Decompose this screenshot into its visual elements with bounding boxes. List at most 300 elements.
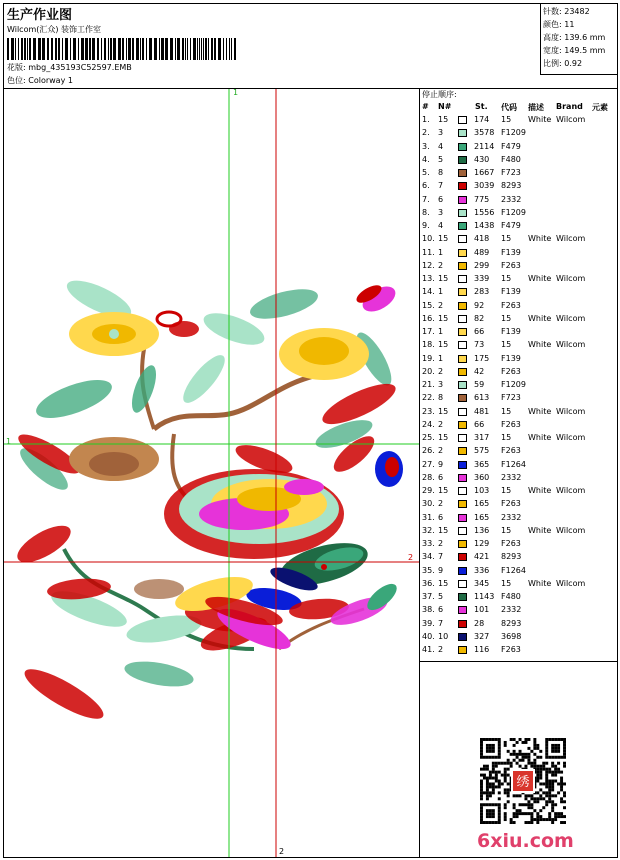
pattern-label: 花版: (7, 63, 26, 72)
row-stitches: 101 (474, 605, 490, 615)
row-needle: 7 (438, 552, 444, 562)
row-index: 4. (422, 154, 430, 164)
color-swatch (458, 315, 467, 323)
table-row (421, 286, 617, 299)
row-stitches: 339 (474, 274, 490, 283)
row-code: 8293 (501, 618, 522, 628)
row-needle: 15 (438, 234, 449, 244)
color-swatch (458, 275, 467, 283)
table-row (421, 154, 617, 167)
row-code: F263 (501, 539, 521, 548)
color-swatch (458, 540, 467, 548)
color-swatch (458, 593, 467, 601)
row-index: 24. (422, 419, 435, 429)
row-brand: Wilcom (556, 525, 586, 535)
row-index: 36. (422, 578, 435, 588)
table-row (421, 127, 617, 140)
row-index: 27. (422, 459, 435, 469)
row-brand: Wilcom (556, 406, 586, 416)
row-description: White (528, 274, 552, 283)
row-index: 22. (422, 393, 435, 403)
row-needle: 9 (438, 565, 444, 575)
spec-stitches: 针数: 23482 (543, 7, 590, 16)
color-swatch (458, 461, 467, 469)
row-needle: 1 (438, 327, 444, 336)
table-row (421, 604, 617, 617)
row-stitches: 42 (474, 366, 485, 376)
embroidery-design (4, 89, 419, 857)
col-needle: N# (438, 102, 452, 111)
row-needle: 3 (438, 128, 444, 138)
color-swatch (458, 646, 467, 654)
color-swatch (458, 567, 467, 575)
color-swatch (458, 633, 467, 641)
row-code: 15 (501, 115, 512, 124)
row-stitches: 575 (474, 446, 490, 456)
row-description: White (528, 340, 552, 350)
color-swatch (458, 328, 467, 336)
row-description: White (528, 313, 552, 323)
row-index: 19. (422, 353, 435, 363)
color-swatch (458, 209, 467, 217)
color-swatch (458, 143, 467, 151)
table-row (421, 379, 617, 392)
color-swatch (458, 514, 467, 522)
qr-code (480, 738, 566, 824)
row-code: F263 (501, 300, 521, 310)
color-swatch (458, 302, 467, 310)
row-needle: 15 (438, 274, 449, 283)
row-code: F139 (501, 353, 521, 363)
row-stitches: 1667 (474, 168, 495, 177)
row-description: White (528, 525, 552, 535)
color-swatch (458, 341, 467, 349)
row-index: 34. (422, 552, 435, 562)
table-row (421, 392, 617, 405)
row-index: 37. (422, 592, 435, 601)
color-swatch (458, 355, 467, 363)
color-swatch (458, 116, 467, 124)
row-needle: 15 (438, 433, 449, 442)
row-needle: 2 (438, 645, 444, 654)
row-stitches: 136 (474, 525, 490, 535)
row-stitches: 283 (474, 287, 490, 297)
row-index: 40. (422, 631, 435, 641)
row-stitches: 3039 (474, 181, 495, 191)
row-stitches: 82 (474, 313, 485, 323)
spec-scale: 比例: 0.92 (543, 59, 583, 68)
row-code: 15 (501, 406, 512, 416)
row-description: White (528, 433, 552, 442)
row-code: F479 (501, 221, 521, 230)
color-swatch (458, 553, 467, 561)
row-stitches: 360 (474, 472, 490, 482)
row-needle: 5 (438, 592, 444, 601)
row-needle: 15 (438, 486, 449, 495)
color-swatch (458, 368, 467, 376)
row-code: F1209 (501, 380, 526, 389)
row-code: F1264 (501, 459, 526, 469)
row-code: F723 (501, 393, 521, 403)
row-code: 15 (501, 274, 512, 283)
table-bottom-divider (420, 661, 617, 662)
pattern-line (7, 62, 132, 73)
row-stitches: 165 (474, 512, 490, 522)
row-brand: Wilcom (556, 486, 586, 495)
row-stitches: 481 (474, 406, 490, 416)
color-swatch (458, 196, 467, 204)
row-code: 15 (501, 234, 512, 244)
color-swatch (458, 434, 467, 442)
row-stitches: 2114 (474, 141, 495, 151)
row-stitches: 103 (474, 486, 490, 495)
row-needle: 2 (438, 539, 444, 548)
row-index: 18. (422, 340, 435, 350)
row-needle: 2 (438, 366, 444, 376)
row-description: White (528, 406, 552, 416)
row-needle: 4 (438, 221, 444, 230)
row-needle: 6 (438, 194, 444, 204)
row-stitches: 73 (474, 340, 485, 350)
row-description: White (528, 578, 552, 588)
table-row (421, 512, 617, 525)
row-needle: 2 (438, 499, 444, 509)
row-code: F1264 (501, 565, 526, 575)
qr-logo-text: 绣 (516, 775, 530, 790)
row-stitches: 489 (474, 247, 490, 257)
row-needle: 15 (438, 578, 449, 588)
row-stitches: 28 (474, 618, 485, 628)
stop-sequence-title: 停止顺序: (422, 90, 457, 99)
row-stitches: 66 (474, 327, 485, 336)
table-row (421, 472, 617, 485)
row-index: 35. (422, 565, 435, 575)
row-code: 15 (501, 525, 512, 535)
red-horizontal-axis-label: 2 (408, 553, 414, 562)
row-needle: 15 (438, 313, 449, 323)
color-swatch (458, 606, 467, 614)
color-swatch (458, 262, 467, 270)
row-code: 8293 (501, 552, 522, 562)
red-vertical-axis-label: 2 (279, 847, 285, 856)
row-index: 39. (422, 618, 435, 628)
row-description: White (528, 234, 552, 244)
row-stitches: 66 (474, 419, 485, 429)
row-needle: 4 (438, 141, 444, 151)
color-swatch (458, 474, 467, 482)
row-code: F1209 (501, 207, 526, 217)
row-stitches: 1143 (474, 592, 495, 601)
row-code: 15 (501, 340, 512, 350)
table-row (421, 141, 617, 154)
row-index: 8. (422, 207, 430, 217)
color-swatch (458, 381, 467, 389)
table-row (421, 432, 617, 445)
row-code: F480 (501, 592, 521, 601)
row-code: 15 (501, 486, 512, 495)
row-needle: 1 (438, 247, 444, 257)
table-row (421, 551, 617, 564)
col-element: 元素 (592, 103, 608, 112)
row-code: 8293 (501, 181, 522, 191)
spec-height: 高度: 139.6 mm (543, 33, 606, 42)
table-row (421, 578, 617, 591)
row-brand: Wilcom (556, 274, 586, 283)
row-stitches: 327 (474, 631, 490, 641)
pattern-value: mbg_435193C52597.EMB (28, 63, 132, 72)
table-row (421, 300, 617, 313)
row-code: F480 (501, 154, 521, 164)
row-needle: 9 (438, 459, 444, 469)
row-brand: Wilcom (556, 578, 586, 588)
table-row (421, 525, 617, 538)
table-row (421, 459, 617, 472)
row-code: F139 (501, 247, 521, 257)
row-index: 17. (422, 327, 435, 336)
row-index: 38. (422, 605, 435, 615)
table-row (421, 167, 617, 180)
row-code: F263 (501, 645, 521, 654)
table-row (421, 114, 617, 127)
row-index: 33. (422, 539, 435, 548)
row-code: 15 (501, 433, 512, 442)
row-index: 29. (422, 486, 435, 495)
row-stitches: 336 (474, 565, 490, 575)
row-code: F263 (501, 260, 521, 270)
table-row (421, 485, 617, 498)
row-index: 15. (422, 300, 435, 310)
table-row (421, 406, 617, 419)
row-stitches: 59 (474, 380, 485, 389)
sequence-table-body (421, 114, 617, 657)
table-row (421, 273, 617, 286)
row-needle: 5 (438, 154, 444, 164)
color-swatch (458, 156, 467, 164)
row-stitches: 129 (474, 539, 490, 548)
row-stitches: 1438 (474, 221, 495, 230)
row-stitches: 775 (474, 194, 490, 204)
table-row (421, 445, 617, 458)
table-row (421, 631, 617, 644)
row-stitches: 1556 (474, 207, 495, 217)
color-swatch (458, 487, 467, 495)
row-stitches: 3578 (474, 128, 495, 138)
row-needle: 2 (438, 260, 444, 270)
row-stitches: 613 (474, 393, 490, 403)
color-swatch (458, 500, 467, 508)
row-brand: Wilcom (556, 340, 586, 350)
row-code: F1209 (501, 128, 526, 138)
row-needle: 7 (438, 618, 444, 628)
company-name: Wilcom(汇众) 装饰工作室 (7, 25, 102, 34)
col-description: 描述 (528, 103, 544, 112)
row-needle: 10 (438, 631, 449, 641)
row-code: 2332 (501, 194, 522, 204)
row-index: 2. (422, 128, 430, 138)
row-code: 2332 (501, 472, 522, 482)
spec-width: 宽度: 149.5 mm (543, 46, 606, 55)
table-row (421, 207, 617, 220)
row-description: White (528, 115, 552, 124)
green-horizontal-axis-label: 1 (6, 437, 12, 446)
table-row (421, 498, 617, 511)
table-row (421, 419, 617, 432)
row-code: F263 (501, 419, 521, 429)
row-stitches: 174 (474, 115, 490, 124)
row-needle: 8 (438, 393, 444, 403)
row-needle: 1 (438, 353, 444, 363)
row-brand: Wilcom (556, 313, 586, 323)
row-needle: 2 (438, 446, 444, 456)
row-stitches: 116 (474, 645, 490, 654)
color-swatch (458, 447, 467, 455)
table-row (421, 353, 617, 366)
row-index: 13. (422, 274, 435, 283)
row-needle: 15 (438, 406, 449, 416)
row-brand: Wilcom (556, 433, 586, 442)
row-index: 21. (422, 380, 435, 389)
row-index: 10. (422, 234, 435, 244)
row-code: F263 (501, 366, 521, 376)
table-row (421, 538, 617, 551)
row-needle: 7 (438, 181, 444, 191)
row-stitches: 175 (474, 353, 490, 363)
header-left (4, 4, 538, 88)
column-divider (419, 88, 420, 857)
row-description: White (528, 486, 552, 495)
color-swatch (458, 235, 467, 243)
col-index: # (422, 102, 429, 111)
row-index: 30. (422, 499, 435, 509)
table-row (421, 591, 617, 604)
colorway-label: 色位: (7, 76, 26, 85)
row-code: F479 (501, 141, 521, 151)
col-stitches: St. (475, 102, 488, 111)
row-code: F139 (501, 287, 521, 297)
page-title: 生产作业图 (7, 8, 73, 23)
row-index: 12. (422, 260, 435, 270)
table-row (421, 260, 617, 273)
row-index: 28. (422, 472, 435, 482)
row-stitches: 418 (474, 234, 490, 244)
table-row (421, 247, 617, 260)
row-code: 15 (501, 313, 512, 323)
row-index: 5. (422, 168, 430, 177)
row-code: 2332 (501, 512, 522, 522)
row-code: F263 (501, 446, 521, 456)
row-stitches: 345 (474, 578, 490, 588)
row-stitches: 92 (474, 300, 485, 310)
embroidery-artwork (4, 89, 419, 857)
watermark: 6xiu.com (477, 830, 574, 852)
row-index: 23. (422, 406, 435, 416)
table-row (421, 618, 617, 631)
table-row (421, 326, 617, 339)
row-stitches: 299 (474, 260, 490, 270)
colorway-value: Colorway 1 (28, 76, 73, 85)
color-swatch (458, 222, 467, 230)
row-code: F139 (501, 327, 521, 336)
row-stitches: 317 (474, 433, 490, 442)
color-swatch (458, 620, 467, 628)
row-index: 26. (422, 446, 435, 456)
row-needle: 15 (438, 115, 449, 124)
row-index: 7. (422, 194, 430, 204)
color-swatch (458, 169, 467, 177)
sequence-table-header (421, 102, 617, 114)
color-swatch (458, 408, 467, 416)
row-needle: 15 (438, 340, 449, 350)
spec-box (540, 4, 618, 75)
row-index: 14. (422, 287, 435, 297)
table-row (421, 565, 617, 578)
table-row (421, 313, 617, 326)
row-index: 25. (422, 433, 435, 442)
row-index: 11. (422, 247, 435, 257)
row-stitches: 430 (474, 154, 490, 164)
table-row (421, 366, 617, 379)
row-stitches: 165 (474, 499, 490, 509)
color-swatch (458, 249, 467, 257)
table-row (421, 644, 617, 657)
color-swatch (458, 527, 467, 535)
col-brand: Brand (556, 102, 583, 111)
row-needle: 6 (438, 512, 444, 522)
color-swatch (458, 288, 467, 296)
row-index: 20. (422, 366, 435, 376)
color-swatch (458, 182, 467, 190)
row-code: 3698 (501, 631, 522, 641)
row-stitches: 421 (474, 552, 490, 562)
table-row (421, 233, 617, 246)
row-code: 15 (501, 578, 512, 588)
row-needle: 15 (438, 525, 449, 535)
row-code: 2332 (501, 605, 522, 615)
row-needle: 8 (438, 168, 444, 177)
row-index: 6. (422, 181, 430, 191)
color-swatch (458, 129, 467, 137)
row-index: 9. (422, 221, 430, 230)
green-vertical-axis-label: 1 (233, 89, 239, 97)
row-code: F263 (501, 499, 521, 509)
row-needle: 2 (438, 419, 444, 429)
color-swatch (458, 580, 467, 588)
row-needle: 3 (438, 207, 444, 217)
row-code: F723 (501, 168, 521, 177)
table-row (421, 339, 617, 352)
row-index: 1. (422, 115, 430, 124)
row-stitches: 365 (474, 459, 490, 469)
row-index: 41. (422, 645, 435, 654)
row-brand: Wilcom (556, 115, 586, 124)
table-row (421, 180, 617, 193)
table-row (421, 220, 617, 233)
row-brand: Wilcom (556, 234, 586, 244)
color-swatch (458, 394, 467, 402)
row-needle: 6 (438, 472, 444, 482)
barcode (7, 38, 237, 60)
row-needle: 3 (438, 380, 444, 389)
spec-colors: 颜色: 11 (543, 20, 575, 29)
table-row (421, 194, 617, 207)
row-needle: 6 (438, 605, 444, 615)
colorway-line (7, 75, 73, 86)
row-needle: 2 (438, 300, 444, 310)
color-swatch (458, 421, 467, 429)
row-index: 31. (422, 512, 435, 522)
row-index: 16. (422, 313, 435, 323)
row-needle: 1 (438, 287, 444, 297)
